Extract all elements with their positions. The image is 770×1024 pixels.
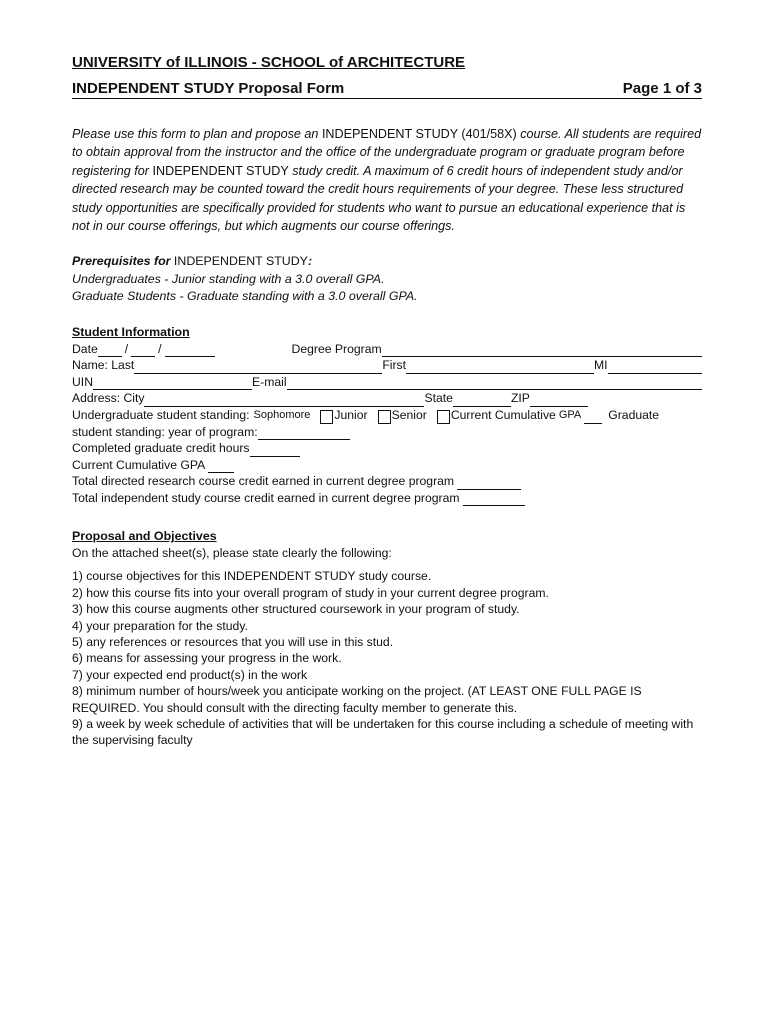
year-of-program-field[interactable] [258, 427, 350, 440]
prereq-grad: Graduate Students - Graduate standing with a 3.0 overall GPA. [72, 289, 418, 304]
list-item: 2) how this course fits into your overall program of study in your current degree program. [72, 585, 549, 600]
completed-credit-field[interactable] [250, 444, 300, 457]
directed-research-row: Total directed research course credit earned in current degree program [72, 473, 702, 490]
intro-text-3: study credit. A maximum of 6 credit hours of independent study and/or directed research may be counted toward the credit hours requirements of your degree. These less structured study opportunities are specifically provided for students who want to pursue an educational experience that is not in our course offerings, but which augments our course offerings. [72, 163, 686, 234]
intro-text-1: Please use this form to plan and propose an [72, 127, 322, 141]
list-item: 6) means for assessing your progress in the work. [72, 651, 342, 666]
completed-credit-row: Completed graduate credit hours [72, 440, 702, 457]
standing-gpa-field[interactable] [584, 411, 602, 424]
list-item: 4) your preparation for the study. [72, 618, 248, 633]
list-item: 7) your expected end product(s) in the work [72, 667, 308, 682]
student-info-title: Student Information [72, 324, 190, 339]
list-item: 8) minimum number of hours/week you anticipate working on the project. (AT LEAST ONE FULL PAGE IS REQUIRED. You should consult with the directing faculty member to generate this. [72, 684, 642, 715]
zip-field[interactable] [530, 394, 588, 407]
proposal-section [72, 528, 702, 748]
prerequisites-heading: Prerequisites for INDEPENDENT STUDY: [72, 254, 313, 269]
date-row: Date / / Degree Program [72, 341, 702, 358]
address-row: Address: City State ZIP [72, 390, 702, 407]
last-name-field[interactable] [134, 361, 382, 374]
form-title: INDEPENDENT STUDY Proposal Form [72, 80, 345, 97]
current-gpa-field[interactable] [208, 460, 234, 473]
intro-caps-2: INDEPENDENT STUDY [152, 163, 289, 178]
intro-paragraph [72, 125, 702, 235]
page-number: Page 1 of 3 [622, 80, 702, 97]
university-heading: UNIVERSITY of ILLINOIS - SCHOOL of ARCHITECTURE [72, 54, 466, 71]
middle-initial-field[interactable] [608, 361, 702, 374]
uin-field[interactable] [93, 377, 252, 390]
directed-research-field[interactable] [457, 477, 521, 490]
list-item: 3) how this course augments other structured coursework in your program of study. [72, 602, 520, 617]
standing-row: Undergraduate student standing: Sophomore Junior Senior Current Cumulative GPA Graduate [72, 407, 660, 422]
current-cumulative-checkbox[interactable] [437, 410, 450, 424]
prerequisites-section [72, 253, 702, 306]
form-title-row [72, 80, 702, 99]
degree-program-field[interactable] [382, 344, 702, 357]
email-field[interactable] [287, 377, 702, 390]
junior-checkbox[interactable] [320, 410, 333, 424]
senior-checkbox[interactable] [378, 410, 391, 424]
list-item: 5) any references or resources that you will use in this stud. [72, 634, 394, 649]
city-field[interactable] [144, 394, 424, 407]
prereq-undergrad: Undergraduates - Junior standing with a 3.0 overall GPA. [72, 271, 385, 286]
first-name-field[interactable] [406, 361, 594, 374]
date-day-field[interactable] [131, 344, 155, 357]
proposal-intro: On the attached sheet(s), please state clearly the following: [72, 545, 392, 560]
intro-text-2: course. All students are required to obtain approval from the instructor and the office of the undergraduate program or graduate program before registering for [72, 127, 702, 178]
current-gpa-row: Current Cumulative GPA [72, 457, 702, 474]
proposal-title: Proposal and Objectives [72, 529, 217, 544]
state-field[interactable] [453, 394, 511, 407]
independent-study-row: Total independent study course credit earned in current degree program [72, 490, 702, 507]
date-month-field[interactable] [98, 344, 122, 357]
year-of-program-row: student standing: year of program: [72, 424, 702, 441]
independent-study-field[interactable] [463, 493, 525, 506]
student-info-section [72, 324, 702, 507]
list-item: 9) a week by week schedule of activities that will be undertaken for this course including a schedule of meeting with the supervising faculty [72, 716, 694, 748]
uin-row: UIN E-mail [72, 374, 702, 391]
date-year-field[interactable] [165, 344, 215, 357]
name-row: Name: Last First MI [72, 357, 702, 374]
list-item: 1) course objectives for this INDEPENDENT STUDY study course. [72, 569, 432, 584]
intro-caps-1: INDEPENDENT STUDY (401/58X) [321, 127, 517, 141]
form-page [72, 54, 702, 749]
